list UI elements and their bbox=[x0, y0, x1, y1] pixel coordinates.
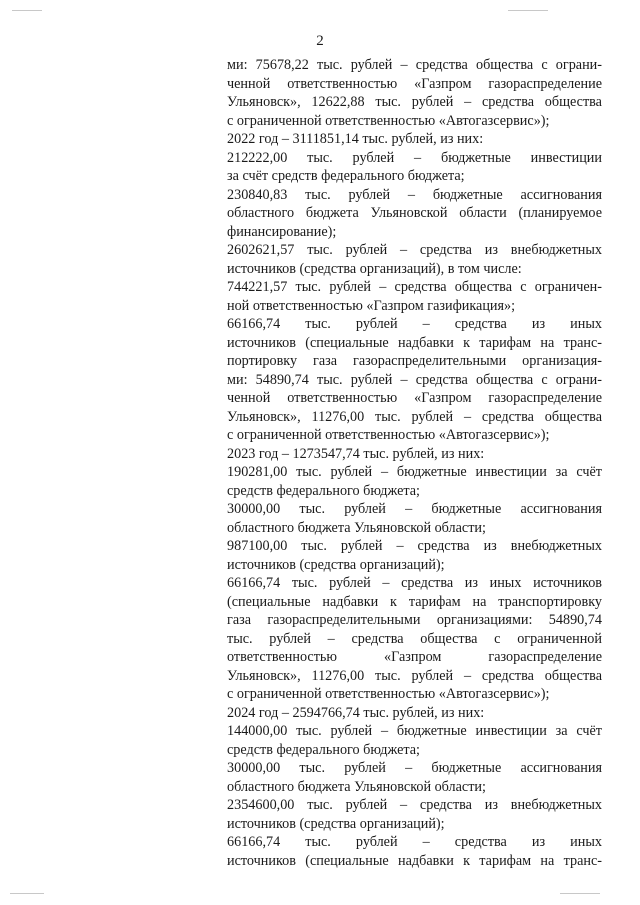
text-line: 2022 год – 3111851,14 тыс. рублей, из них: bbox=[227, 131, 484, 147]
text-line: ответственностью «Газпром газораспределение bbox=[227, 649, 602, 665]
text-line: Ульяновск», 11276,00 тыс. рублей – средства общества bbox=[227, 408, 602, 425]
text-line: ми: 75678,22 тыс. рублей – средства общества с ограни- bbox=[227, 57, 602, 73]
scan-edge-mark bbox=[10, 893, 44, 894]
text-line: источников (специальные надбавки к тарифам на транс- bbox=[227, 852, 602, 869]
text-line: за счёт средств федерального бюджета; bbox=[227, 168, 465, 184]
text-line: источников (специальные надбавки к тарифам на транс- bbox=[227, 334, 602, 351]
text-line: ченной ответственностью «Газпром газораспределение bbox=[227, 390, 602, 406]
text-line: областного бюджета Ульяновской области; bbox=[227, 778, 486, 795]
text-line: газа газораспределительными организациями: 54890,74 bbox=[227, 612, 602, 628]
text-line: 190281,00 тыс. рублей – бюджетные инвестиции за счёт bbox=[227, 464, 602, 480]
text-line: 30000,00 тыс. рублей – бюджетные ассигнования bbox=[227, 760, 602, 776]
text-line: 144000,00 тыс. рублей – бюджетные инвестиции за счёт bbox=[227, 723, 602, 739]
text-line: средств федерального бюджета; bbox=[227, 482, 420, 499]
scan-edge-mark bbox=[508, 10, 548, 11]
text-line: 744221,57 тыс. рублей – средства общества с ограничен- bbox=[227, 279, 602, 295]
text-line: с ограниченной ответственностью «Автогазсервис»); bbox=[227, 686, 550, 702]
text-line: источников (средства организаций), в том числе: bbox=[227, 260, 522, 277]
text-line: средств федерального бюджета; bbox=[227, 741, 420, 758]
text-line: ченной ответственностью «Газпром газораспределение bbox=[227, 75, 602, 92]
text-line: 2354600,00 тыс. рублей – средства из внебюджетных bbox=[227, 797, 602, 813]
text-line: с ограниченной ответственностью «Автогазсервис»); bbox=[227, 112, 550, 129]
text-line: областного бюджета Ульяновской области; bbox=[227, 519, 486, 536]
text-line: 2602621,57 тыс. рублей – средства из внебюджетных bbox=[227, 242, 602, 258]
text-line: Ульяновск», 12622,88 тыс. рублей – средства общества bbox=[227, 94, 602, 110]
scan-edge-mark bbox=[560, 893, 600, 894]
text-line: 30000,00 тыс. рублей – бюджетные ассигнования bbox=[227, 501, 602, 517]
page-number: 2 bbox=[316, 33, 324, 49]
text-line: с ограниченной ответственностью «Автогазсервис»); bbox=[227, 427, 550, 443]
text-line: 212222,00 тыс. рублей – бюджетные инвестиции bbox=[227, 149, 602, 166]
text-line: ной ответственностью «Газпром газификация»; bbox=[227, 297, 516, 314]
text-line: источников (средства организаций); bbox=[227, 815, 445, 832]
text-line: 66166,74 тыс. рублей – средства из иных bbox=[227, 834, 602, 850]
text-line: 66166,74 тыс. рублей – средства из иных bbox=[227, 316, 602, 332]
text-line: 230840,83 тыс. рублей – бюджетные ассигнования bbox=[227, 186, 602, 203]
text-line: 2024 год – 2594766,74 тыс. рублей, из них: bbox=[227, 704, 485, 721]
text-line: источников (средства организаций); bbox=[227, 556, 445, 573]
text-line: 66166,74 тыс. рублей – средства из иных источников bbox=[227, 575, 602, 591]
document-body bbox=[227, 56, 602, 870]
text-line: портировку газа газораспределительными организация- bbox=[227, 353, 602, 369]
text-line: Ульяновск», 11276,00 тыс. рублей – средства общества bbox=[227, 667, 602, 684]
text-line: финансирование); bbox=[227, 223, 337, 240]
text-line: (специальные надбавки к тарифам на транспортировку bbox=[227, 593, 602, 610]
text-line: областного бюджета Ульяновской области (планируемое bbox=[227, 205, 602, 221]
scan-edge-mark bbox=[12, 10, 42, 11]
text-line: 2023 год – 1273547,74 тыс. рублей, из них: bbox=[227, 445, 485, 462]
text-line: 987100,00 тыс. рублей – средства из внебюджетных bbox=[227, 538, 602, 554]
text-line: ми: 54890,74 тыс. рублей – средства общества с ограни- bbox=[227, 371, 602, 388]
text-line: тыс. рублей – средства общества с ограниченной bbox=[227, 630, 602, 647]
